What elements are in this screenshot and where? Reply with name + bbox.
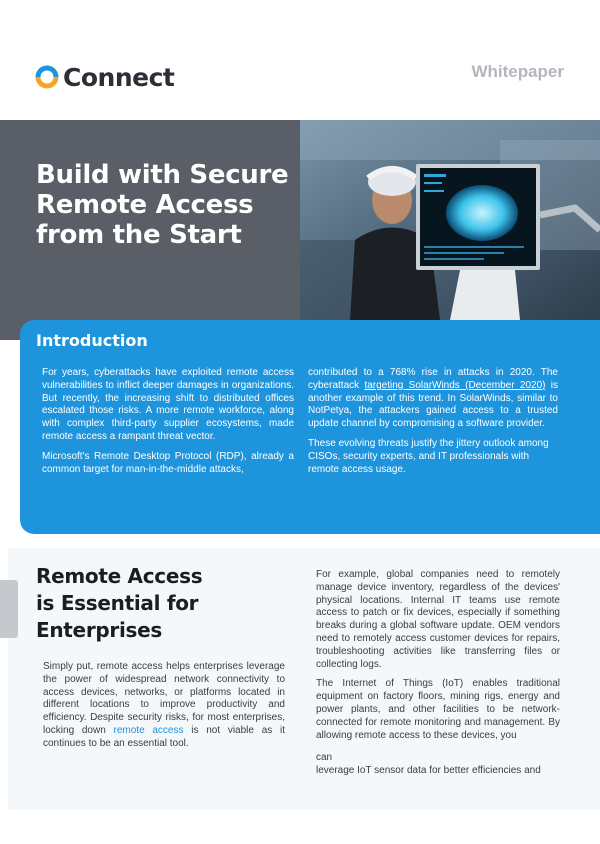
section-column-right [316,569,560,785]
section-column-left [43,661,285,758]
paragraph: These evolving threats justify the jittery outlook among CISOs, security experts, and IT professionals with remote access usage. [308,437,549,475]
solarwinds-link[interactable]: targeting SolarWinds (December 2020) [364,379,546,391]
paragraph: For example, global companies need to remotely manage device inventory, regardless of the devices' physical locations. Internal IT teams use remote access to patch or fix devices, especially if something breaks during a global software update. OEM vendors need to remotely access customer devices for repairs, troubleshooting activities like transferring files or collecting logs. [316,569,560,670]
section-heading-line: is Essential for [36,591,199,615]
paragraph: Simply put, remote access helps enterprises leverage the power of widespread network connectivity to access devices, networks, or platforms located in different locations to improve productivity and efficiency. Despite security risks, for most enterprises, locking down remote access is not viable as it continues to be an essential tool. [43,661,285,749]
hero-title-line: Build with Secure [36,160,289,190]
introduction-column-left [42,367,294,483]
introduction-heading: Introduction [36,331,148,350]
remote-access-link[interactable]: remote access [113,724,184,736]
paragraph: Microsoft's Remote Desktop Protocol (RDP), already a common target for man-in-the-middle attacks, [42,450,294,475]
paragraph-fragment: can [316,752,333,764]
hero-title-line: from the Start [36,220,242,250]
hero-photo [300,120,600,320]
section-heading-line: Enterprises [36,618,162,642]
brand-name: Connect [63,62,175,92]
section-heading [36,563,276,644]
hero-title-line: Remote Access [36,190,254,220]
paragraph: For years, cyberattacks have exploited remote access vulnerabilities to inflict deeper damages in organizations. But recently, the increasing shift to distributed offices escalated those risks. A more remote workforce, along with complex third-party supplier ecosystems, made remote access a rampant threat vector. [42,367,294,442]
section-heading-line: Remote Access [36,564,203,588]
introduction-column-right [308,367,558,483]
paragraph: contributed to a 768% rise in attacks in 2020. The cyberattack targeting SolarWinds (December 2020) is another example of this trend. In SolarWinds, similar to NotPetya, the attackers gained access to a trusted update channel by compromising a software provider. [308,367,558,430]
connect-logo-icon [35,65,59,89]
hero-title [36,160,298,250]
brand-logo [35,62,174,92]
side-tab [0,580,18,638]
paragraph: The Internet of Things (IoT) enables traditional equipment on factory floors, mining rigs, energy and power plants, and other facilities to be network-connected for remote monitoring and management. By allowing remote access to these devices, you [316,678,560,741]
paragraph-fragment: leverage IoT sensor data for better efficiencies and [316,765,541,777]
lab-scene-image [300,120,600,320]
document-type-label: Whitepaper [471,62,564,81]
